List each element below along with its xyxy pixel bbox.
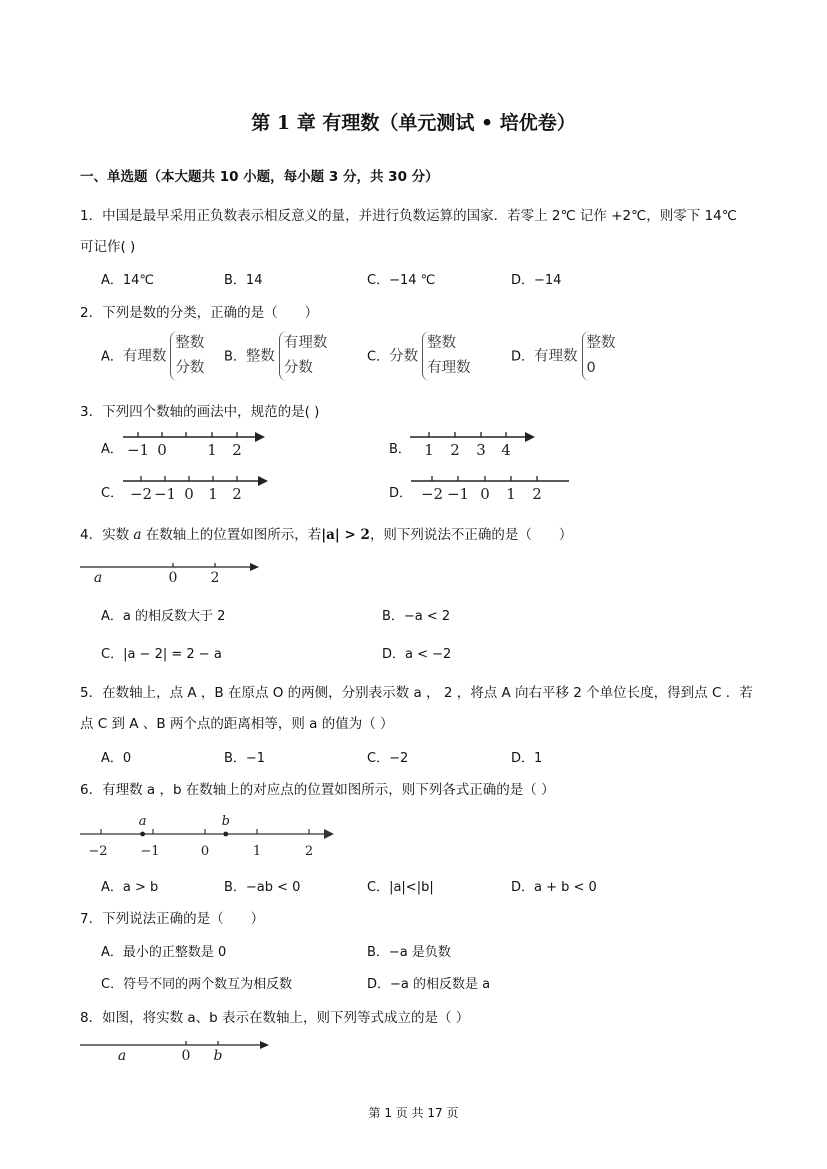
number-line-q6 [78, 810, 340, 862]
question-4-mid: 在数轴上的位置如图所示，若 [145, 527, 322, 543]
number-line-a [115, 425, 275, 461]
option-letter: A． [101, 349, 123, 365]
question-6-option-a: A．a > b [101, 880, 159, 895]
question-4-text [80, 523, 572, 543]
tick-label: 1 [252, 844, 262, 859]
classification-main: 整数 [245, 348, 275, 365]
question-4-var: a [133, 527, 142, 543]
question-1-option-d: D．−14 [511, 273, 562, 288]
question-2-option-d [511, 331, 616, 381]
classification-main: 分数 [389, 348, 419, 365]
question-4-condition: |a| > 2 [321, 527, 370, 543]
question-1-option-c: C．−14 ℃ [367, 273, 436, 288]
question-5-option-a: A．0 [101, 751, 132, 766]
classification-sub-2: 分数 [175, 360, 205, 376]
question-3-option-c-letter: C． [101, 486, 124, 501]
classification-main: 有理数 [534, 348, 578, 365]
tick-label: 2 [304, 844, 314, 859]
question-1-option-a: A．14℃ [101, 273, 155, 288]
question-6-option-d: D．a + b < 0 [511, 880, 597, 895]
tick-label: 1 [506, 485, 516, 503]
page-footer: 第 1 页 共 17 页 [368, 1106, 459, 1120]
tick-label: 2 [232, 485, 242, 503]
question-1-option-b: B．14 [224, 273, 263, 288]
question-8-text: 8．如图，将实数 a、b 表示在数轴上，则下列等式成立的是（ ） [80, 1010, 470, 1026]
classification-sub-1: 整数 [175, 335, 205, 351]
classification-sub-1: 整数 [427, 335, 457, 351]
question-6-text: 6．有理数 a ，b 在数轴上的对应点的位置如图所示，则下列各式正确的是（ ） [80, 782, 555, 798]
question-5-option-b: B．−1 [224, 751, 266, 766]
tick-label: −1 [126, 441, 150, 459]
tick-label: 4 [501, 441, 511, 459]
tick-label: −2 [129, 485, 153, 503]
tick-label: −1 [153, 485, 177, 503]
question-7-option-b: B．−a 是负数 [367, 945, 451, 960]
question-4-pre: 4．实数 [80, 527, 130, 543]
number-line-b [405, 425, 545, 461]
question-5-option-d: D．1 [511, 751, 543, 766]
point-label-b: b [213, 1048, 223, 1064]
question-4-post: ，则下列说法不正确的是（ ） [369, 527, 573, 543]
question-1-line-1: 1．中国是最早采用正负数表示相反意义的量，并进行负数运算的国家．若零上 2℃ 记作 +2℃，则零下 14℃ [80, 208, 737, 224]
option-letter: D． [511, 349, 535, 365]
tick-label: 2 [450, 441, 460, 459]
question-3-option-d-letter: D． [389, 486, 413, 501]
option-letter: C． [367, 349, 390, 365]
tick-label: 1 [207, 441, 217, 459]
tick-label: 0 [184, 485, 194, 503]
question-6-option-c: C．|a|<|b| [367, 880, 434, 895]
question-4-option-d: D．a < −2 [382, 647, 452, 662]
question-1-line-2: 可记作( ) [80, 239, 136, 255]
number-line-d [405, 469, 575, 505]
tick-label: −2 [88, 844, 108, 859]
option-letter: B． [224, 349, 246, 365]
question-7-text: 7．下列说法正确的是（ ） [80, 911, 265, 927]
question-2-option-a [101, 331, 204, 381]
tick-label: 0 [480, 485, 490, 503]
number-line-q4 [78, 557, 268, 587]
point-label-a: a [138, 814, 147, 829]
tick-label: −2 [420, 485, 444, 503]
tick-label: 0 [157, 441, 167, 459]
classification-brace [279, 331, 328, 381]
question-3-option-a-letter: A． [101, 442, 123, 457]
question-2-option-c [367, 331, 471, 381]
classification-sub-2: 有理数 [427, 360, 471, 376]
point-label-b: b [221, 814, 230, 829]
page-title: 第 1 章 有理数（单元测试 • 培优卷） [251, 112, 576, 134]
question-2-text: 2．下列是数的分类，正确的是（ ） [80, 305, 319, 321]
tick-label: −1 [140, 844, 160, 859]
classification-sub-1: 有理数 [283, 335, 328, 351]
question-5-option-c: C．−2 [367, 751, 409, 766]
axis-ticks [101, 829, 309, 834]
question-3-text: 3．下列四个数轴的画法中，规范的是( ) [80, 404, 320, 420]
point-b-dot [223, 832, 228, 837]
tick-label: 3 [476, 441, 486, 459]
tick-label: −1 [446, 485, 470, 503]
section-heading: 一、单选题（本大题共 10 小题，每小题 3 分，共 30 分） [80, 169, 439, 185]
question-4-option-c: C．|a − 2| = 2 − a [101, 647, 222, 662]
classification-sub-1: 整数 [586, 335, 616, 351]
number-line-c [115, 469, 275, 505]
question-4-option-a: A．a 的相反数大于 2 [101, 609, 226, 624]
classification-sub-2: 0 [586, 360, 596, 376]
tick-label: 2 [210, 570, 220, 586]
classification-main: 有理数 [122, 348, 167, 365]
number-line-q8 [78, 1035, 278, 1065]
point-label-a: a [93, 570, 103, 586]
question-7-option-a: A．最小的正整数是 0 [101, 945, 227, 960]
tick-label: 0 [181, 1048, 191, 1064]
tick-label: 1 [208, 485, 218, 503]
question-5-line-1: 5．在数轴上，点 A ，B 在原点 O 的两侧，分别表示数 a ， 2 ，将点 A 向右平移 2 个单位长度，得到点 C ．若 [80, 685, 753, 701]
classification-sub-2: 分数 [283, 360, 313, 376]
classification-brace [422, 331, 471, 381]
question-5-line-2: 点 C 到 A 、B 两个点的距离相等，则 a 的值为（ ） [80, 716, 394, 732]
question-4-option-b: B．−a < 2 [382, 609, 451, 624]
tick-label: 1 [424, 441, 434, 459]
classification-brace [170, 331, 204, 381]
classification-brace [582, 331, 616, 381]
tick-label: 2 [232, 441, 242, 459]
point-label-a: a [117, 1048, 127, 1064]
point-a-dot [140, 832, 145, 837]
question-6-option-b: B．−ab < 0 [224, 880, 301, 895]
tick-label: 2 [532, 485, 542, 503]
question-2-option-b [224, 331, 327, 381]
tick-label: 0 [168, 570, 178, 586]
tick-label: 0 [200, 844, 210, 859]
question-3-option-b-letter: B． [389, 442, 411, 457]
question-7-option-d: D．−a 的相反数是 a [367, 977, 491, 992]
question-7-option-c: C．符号不同的两个数互为相反数 [101, 977, 293, 992]
